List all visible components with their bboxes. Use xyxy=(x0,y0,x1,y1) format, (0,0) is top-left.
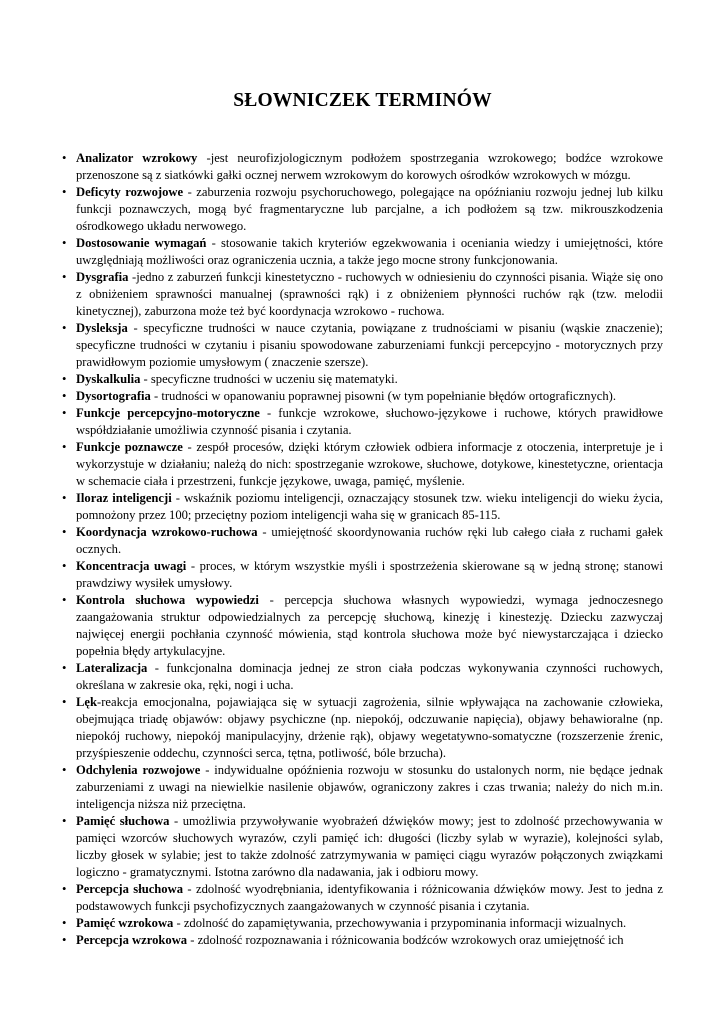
glossary-entry xyxy=(62,371,663,388)
glossary-term: Pamięć słuchowa xyxy=(76,814,170,828)
glossary-definition: - wskaźnik poziomu inteligencji, oznaczający stosunek tzw. wieku inteligencji do wieku życia, pomnożony przez 100; przeciętny poziom inteligencji waha się w granicach 85-115. xyxy=(76,491,663,522)
glossary-term: Deficyty rozwojowe xyxy=(76,185,184,199)
glossary-entry xyxy=(62,490,663,524)
bullet-icon: • xyxy=(62,406,67,420)
glossary-definition: - zespół procesów, dzięki którym człowiek odbiera informacje z otoczenia, interpretuje je i wykorzystuje w działaniu; należą do nich: spostrzeganie wzrokowe, słuchowe, dotykowe, kinestetyczne, orientacja w schemacie ciała i przestrzeni, funkcje językowe, uwaga, pamięć, myślenie. xyxy=(76,440,663,488)
glossary-term: Percepcja wzrokowa xyxy=(76,933,188,947)
glossary-entry xyxy=(62,932,663,949)
glossary-definition: - specyficzne trudności w uczeniu się matematyki. xyxy=(140,372,398,386)
glossary-definition: - zaburzenia rozwoju psychoruchowego, polegające na opóźnianiu rozwoju jednej lub kilku funkcji poznawczych, mogą być fragmentaryczne lub parcjalne, a ich podłożem są tzw. mikrouszkodzenia ośrodkowego układu nerwowego. xyxy=(76,185,664,233)
glossary-term: Dyskalkulia xyxy=(76,372,141,386)
glossary-term: Funkcje percepcyjno-motoryczne xyxy=(76,406,260,420)
glossary-term: Percepcja słuchowa xyxy=(76,882,183,896)
glossary-definition: - trudności w opanowaniu poprawnej pisowni (w tym popełnianie błędów ortograficznych). xyxy=(150,389,616,403)
bullet-icon: • xyxy=(62,525,67,539)
glossary-term: Kontrola słuchowa wypowiedzi xyxy=(76,593,259,607)
glossary-list xyxy=(62,150,663,949)
bullet-icon: • xyxy=(62,185,67,199)
glossary-entry xyxy=(62,592,663,660)
glossary-term: Funkcje poznawcze xyxy=(76,440,183,454)
bullet-icon: • xyxy=(62,440,67,454)
glossary-entry xyxy=(62,388,663,405)
page-title: SŁOWNICZEK TERMINÓW xyxy=(233,90,492,111)
glossary-term: Iloraz inteligencji xyxy=(76,491,172,505)
glossary-entry xyxy=(62,405,663,439)
glossary-term: Koncentracja uwagi xyxy=(76,559,187,573)
bullet-icon: • xyxy=(62,882,67,896)
glossary-entry xyxy=(62,235,663,269)
glossary-definition: - proces, w którym wszystkie myśli i spostrzeżenia skierowane są w jedną stronę; stanowi prawdziwy wysiłek umysłowy. xyxy=(76,559,663,590)
glossary-entry xyxy=(62,694,663,762)
glossary-definition: - umożliwia przywoływanie wyobrażeń dźwięków mowy; jest to zdolność przechowywania w pamięci wzorców słuchowych wyrazów, czyli pamięć ich: długości (liczby sylab w wyrazie), kolejności sylab, liczby głosek w sylabie; jest to także zdolność zatrzymywania w pamięci ciągu wyrazów połączonych związkami logiczno - gramatycznymi. Istotna zarówno dla nadawania, jak i odbioru mowy. xyxy=(76,814,663,879)
bullet-icon: • xyxy=(62,661,67,675)
bullet-icon: • xyxy=(62,763,67,777)
glossary-definition: - indywidualne opóźnienia rozwoju w stosunku do ustalonych norm, nie będące jednak zaburzeniami z uwagi na niewielkie nasilenie objawów, ograniczony zakres i czas trwania; należy do nich m.in. inteligencja niższa niż przeciętna. xyxy=(76,763,663,811)
glossary-entry xyxy=(62,150,663,184)
glossary-entry xyxy=(62,660,663,694)
glossary-entry xyxy=(62,524,663,558)
bullet-icon: • xyxy=(62,270,67,284)
glossary-term: Koordynacja wzrokowo-ruchowa xyxy=(76,525,258,539)
glossary-entry xyxy=(62,915,663,932)
glossary-definition: - zdolność do zapamiętywania, przechowywania i przypominania informacji wizualnych. xyxy=(173,916,627,930)
bullet-icon: • xyxy=(62,559,67,573)
glossary-entry xyxy=(62,813,663,881)
bullet-icon: • xyxy=(62,321,67,335)
glossary-definition: -reakcja emocjonalna, pojawiająca się w sytuacji zagrożenia, silnie wpływająca na zachowanie człowieka, obejmująca triadę objawów: objawy psychiczne (np. niepokój, odczuwanie napięcia), objawy behawioralne (np. niepokój ruchowy, niepokój manipulacyjny, drżenie rąk), objawy wegetatywno-somatyczne (rozszerzenie źrenic, przyśpieszenie oddechu, czynności serca, tętna, potliwość, bóle brzucha). xyxy=(76,695,663,760)
glossary-definition: - stosowanie takich kryteriów egzekwowania i oceniania wiedzy i umiejętności, które uwzględniają możliwości oraz ograniczenia ucznia, a także jego mocne strony funkcjonowania. xyxy=(76,236,663,267)
glossary-term: Lęk xyxy=(76,695,97,709)
glossary-entry xyxy=(62,881,663,915)
glossary-definition: - zdolność rozpoznawania i różnicowania bodźców wzrokowych oraz umiejętność ich xyxy=(187,933,624,947)
bullet-icon: • xyxy=(62,916,67,930)
bullet-icon: • xyxy=(62,491,67,505)
glossary-entry xyxy=(62,269,663,320)
glossary-term: Pamięć wzrokowa xyxy=(76,916,174,930)
glossary-definition: -jedno z zaburzeń funkcji kinestetyczno - ruchowych w odniesieniu do czynności pisania. Wiąże się ono z obniżeniem sprawności manualnej (sprawności rąk) i z obniżeniem płynności ruchów rąk (tzw. melodii kinetycznej), zaburzona może też być koordynacja wzrokowo - ruchowa. xyxy=(76,270,663,318)
glossary-entry xyxy=(62,762,663,813)
glossary-entry xyxy=(62,320,663,371)
glossary-term: Analizator wzrokowy xyxy=(76,151,198,165)
glossary-term: Dysgrafia xyxy=(76,270,129,284)
glossary-term: Lateralizacja xyxy=(76,661,148,675)
glossary-definition: - zdolność wyodrębniania, identyfikowania i różnicowania dźwięków mowy. Jest to jedna z podstawowych funkcji psychofizycznych zaangażowanych w czynność pisania i czytania. xyxy=(76,882,664,913)
glossary-definition: -jest neurofizjologicznym podłożem spostrzegania wzrokowego; bodźce wzrokowe przenoszone są z siatkówki gałki ocznej nerwem wzrokowym do korowych ośrodków wzrokowych w mózgu. xyxy=(76,151,663,182)
bullet-icon: • xyxy=(62,814,67,828)
glossary-definition: - umiejętność skoordynowania ruchów ręki lub całego ciała z ruchami gałek ocznych. xyxy=(76,525,664,556)
glossary-term: Dysortografia xyxy=(76,389,151,403)
glossary-definition: - funkcje wzrokowe, słuchowo-językowe i ruchowe, których prawidłowe współdziałanie umożliwia czynność pisania i czytania. xyxy=(76,406,663,437)
glossary-term: Odchylenia rozwojowe xyxy=(76,763,201,777)
bullet-icon: • xyxy=(62,151,67,165)
glossary-entry xyxy=(62,439,663,490)
bullet-icon: • xyxy=(62,389,67,403)
glossary-definition: - specyficzne trudności w nauce czytania, powiązane z trudnościami w pisaniu (wąskie znaczenie); specyficzne trudności w czytaniu i pisaniu spowodowane zaburzeniami funkcji percepcyjno - motorycznych przy prawidłowym poziomie umysłowym ( znaczenie szersze). xyxy=(76,321,663,369)
glossary-entry xyxy=(62,558,663,592)
glossary-definition: - percepcja słuchowa własnych wypowiedzi, wymaga jednoczesnego zaangażowania struktur odpowiedzialnych za percepcję słuchową, kinezję i kinestezję. Dziecku zazwyczaj najwięcej energii pochłania czynność mówienia, stąd kontrola słuchowa może być niewystarczająca i dziecko popełnia błędy artykulacyjne. xyxy=(76,593,663,658)
bullet-icon: • xyxy=(62,236,67,250)
glossary-entry xyxy=(62,184,663,235)
glossary-definition: - funkcjonalna dominacja jednej ze stron ciała podczas wykonywania czynności ruchowych, określana w zakresie oka, ręki, nogi i ucha. xyxy=(76,661,663,692)
bullet-icon: • xyxy=(62,933,67,947)
glossary-term: Dostosowanie wymagań xyxy=(76,236,207,250)
bullet-icon: • xyxy=(62,695,67,709)
bullet-icon: • xyxy=(62,372,67,386)
bullet-icon: • xyxy=(62,593,67,607)
glossary-term: Dysleksja xyxy=(76,321,128,335)
